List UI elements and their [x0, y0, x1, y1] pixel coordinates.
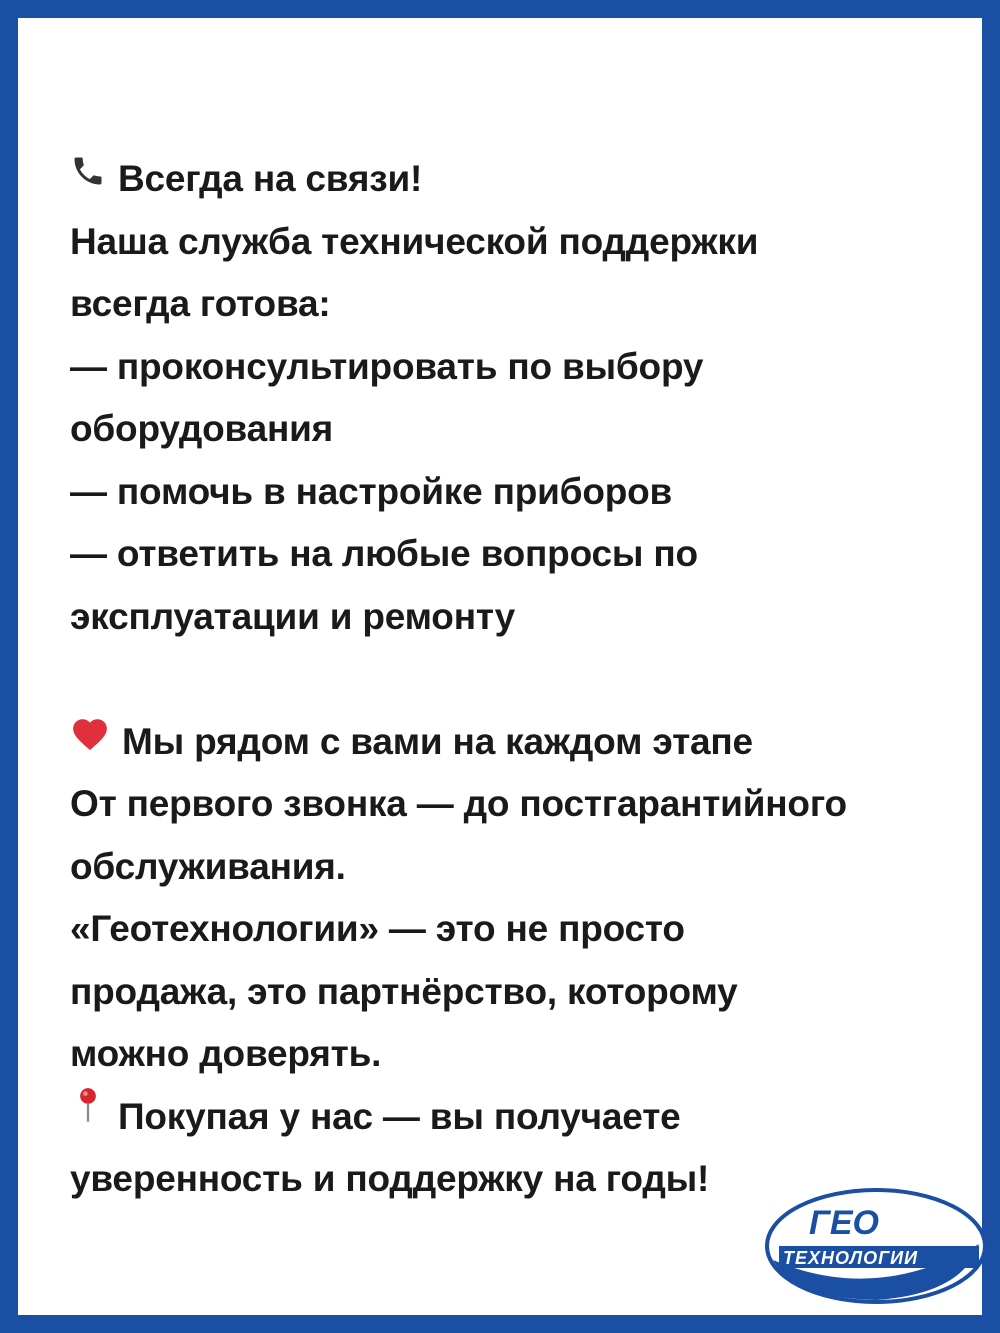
section2-line: продажа, это партнёрство, которому [70, 970, 738, 1012]
section2-heading: Мы рядом с вами на каждом этапе [122, 720, 753, 762]
section3-line: уверенность и поддержку на годы! [70, 1158, 710, 1199]
section3-heading: Покупая у нас — вы получаете [118, 1095, 681, 1137]
text-content [70, 148, 990, 1211]
section2-line: обслуживания. [70, 845, 346, 887]
section2-heading-line [70, 711, 990, 774]
company-logo [763, 1186, 989, 1306]
section2-line: «Геотехнологии» — это не просто [70, 908, 685, 949]
pin-icon [70, 1083, 106, 1146]
section1-line: эксплуатации и ремонту [70, 595, 516, 637]
section1-heading: Всегда на связи! [118, 158, 423, 199]
section1-line: всегда готова: [70, 283, 331, 324]
section3-heading-line [70, 1086, 990, 1149]
section2-line: можно доверять. [70, 1033, 382, 1074]
section1-line: — помочь в настройке приборов [70, 470, 673, 512]
section1-line: — ответить на любые вопросы по [70, 533, 698, 574]
section1-line: Наша служба технической поддержки [70, 220, 759, 262]
section1-line: — проконсультировать по выбору [70, 345, 704, 387]
section-gap [70, 648, 990, 711]
section1-heading-line [70, 148, 990, 211]
section1-line: оборудования [70, 408, 334, 449]
phone-icon [70, 146, 106, 209]
logo-text-geo: ГЕО [809, 1204, 879, 1242]
heart-icon [70, 708, 110, 771]
logo-text-technologii: ТЕХНОЛОГИИ [783, 1248, 919, 1268]
section2-line: От первого звонка — до постгарантийного [70, 783, 847, 824]
